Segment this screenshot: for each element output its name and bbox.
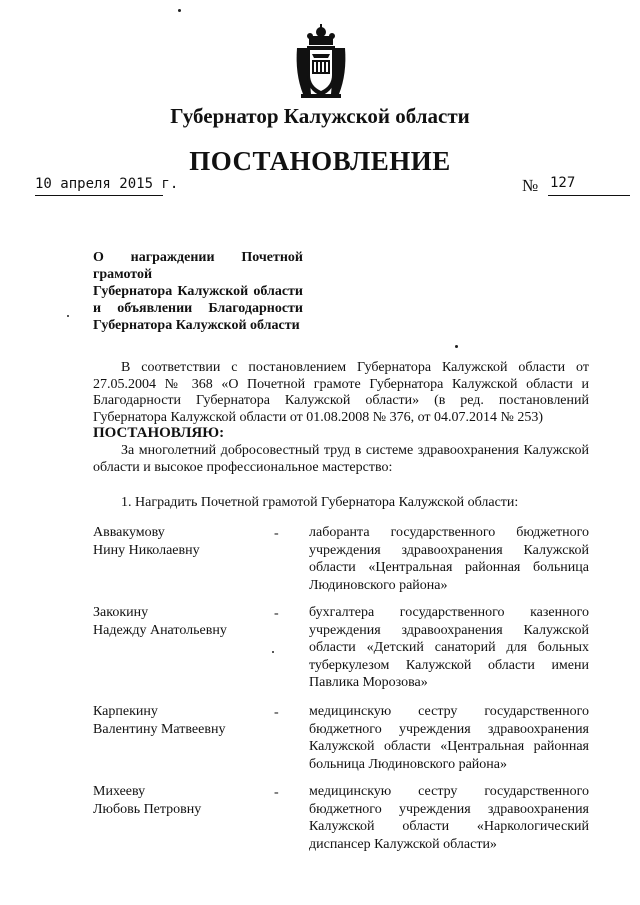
subject-line: Губернатора Калужской области (93, 318, 300, 333)
awardee-surname: Михееву (93, 784, 146, 799)
awardee-position: бухгалтера государственного казенного учреждения здравоохранения Калужской области «Детский санаторий для больных туберкулезом Калужской области имени Павлика Морозова» (309, 605, 589, 690)
awardee-surname: Закокину (93, 605, 149, 620)
awardee-name (93, 604, 278, 640)
awardee-name (93, 524, 278, 560)
scan-speck (67, 315, 69, 317)
reason-text: За многолетний добросовестный труд в системе здравоохранения Калужской области и высокое профессиональное мастерство: (93, 443, 589, 475)
reason-paragraph (93, 443, 589, 476)
awardee-given-names: Любовь Петровну (93, 802, 202, 817)
awardee-given-names: Валентину Матвеевну (93, 722, 226, 737)
number-label: № (522, 176, 539, 195)
awardee-dash: - (274, 606, 279, 621)
awardee-given-names: Надежду Анатольевну (93, 623, 227, 638)
document-date (35, 176, 178, 192)
number-underline (548, 195, 630, 196)
number-value: 127 (550, 175, 576, 191)
awardee-given-names: Нину Николаевну (93, 543, 200, 558)
date-underline (35, 195, 163, 196)
kaluga-coat-of-arms-icon (293, 24, 349, 102)
awardee-name (93, 783, 278, 819)
decree-word: ПОСТАНОВЛЯЮ: (93, 425, 225, 441)
subject-line: и объявлении Благодарности (93, 301, 303, 316)
preamble-paragraph (93, 360, 589, 426)
scan-speck (178, 9, 181, 12)
item-1-heading: 1. Наградить Почетной грамотой Губернатора Калужской области: (121, 495, 519, 510)
awardee-position: медицинскую сестру государственного бюджетного учреждения здравоохранения Калужской области «Наркологический диспансер Калужской области» (309, 784, 589, 852)
scan-speck (455, 345, 458, 348)
awardee-surname: Аввакумову (93, 525, 165, 540)
awardee-position: медицинскую сестру государственного бюджетного учреждения здравоохранения Калужской области «Центральная районная больница Людиновского района» (309, 704, 589, 772)
subject-line: Губернатора Калужской области (93, 284, 303, 299)
document-number (522, 176, 604, 196)
awardee-dash: - (274, 785, 279, 800)
document-type: ПОСТАНОВЛЕНИЕ (189, 146, 451, 176)
awardee-name (93, 703, 278, 739)
awardee-surname: Карпекину (93, 704, 158, 719)
awardee-position: лаборанта государственного бюджетного учреждения здравоохранения Калужской области «Центральная районная больница Людиновского района» (309, 525, 589, 593)
subject-line: О награждении Почетной грамотой (93, 250, 303, 282)
awardee-dash: - (274, 526, 279, 541)
awardee-dash: - (274, 705, 279, 720)
preamble-text: В соответствии с постановлением Губернатора Калужской области от 27.05.2004 № 368 «О Почетной грамоте Губернатора Калужской области и Благодарности Губернатора Калужской области» (в ред. постановлений Губернатора Калужской области от 01.08.2008 № 376, от 04.07.2014 № 253) (93, 360, 589, 425)
date-value: 10 апреля 2015 г. (35, 176, 179, 192)
issuing-authority: Губернатор Калужской области (170, 104, 470, 128)
scan-speck (272, 651, 274, 653)
document-subject (93, 249, 303, 334)
